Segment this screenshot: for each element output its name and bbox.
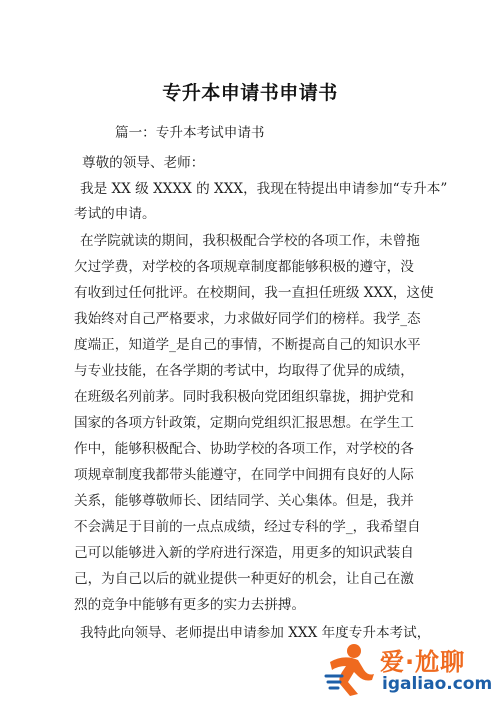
watermark-brand-url: igaliao.com: [382, 674, 493, 694]
body-line: 关系，能够尊敬师长、团结同学、关心集体。但是，我并: [74, 493, 414, 509]
body-line: 项规章制度我都带头能遵守，在同学中间拥有良好的人际: [74, 467, 414, 483]
body-line: 考试的申请。: [74, 206, 156, 222]
body-line: 欠过学费，对学校的各项规章制度都能够积极的遵守，没: [74, 259, 414, 275]
body-line: 在班级名列前茅。同时我积极向党团组织靠拢，拥护党和: [74, 389, 414, 405]
section-heading: 篇一：专升本考试申请书: [115, 125, 265, 141]
body-line: 在学院就读的期间，我积极配合学校的各项工作，未曾拖: [80, 233, 420, 249]
body-line: 己可以能够进入新的学府进行深造，用更多的知识武装自: [74, 545, 414, 561]
body-line: 我特此向领导、老师提出申请参加 XXX 年度专升本考试，: [80, 625, 431, 641]
body-line: 与专业技能，在各学期的考试中，均取得了优异的成绩，: [74, 363, 414, 379]
body-line: 我是 XX 级 XXXX 的 XXX，我现在特提出申请参加“专升本”: [80, 181, 448, 197]
body-line: 我始终对自己严格要求，力求做好同学们的榜样。我学_态: [74, 311, 421, 327]
body-line: 度端正，知道学_是自己的事情，不断提高自己的知识水平: [74, 337, 421, 353]
body-line: 有收到过任何批评。在校期间，我一直担任班级 XXX，这使: [74, 285, 434, 301]
body-line: 不会满足于目前的一点点成绩，经过专科的学_，我希望自: [74, 519, 421, 535]
body-line: 作中，能够积极配合、协助学校的各项工作，对学校的各: [74, 441, 414, 457]
runner-logo-icon: [324, 642, 376, 698]
body-line: 国家的各项方针政策，定期向党组织汇报思想。在学生工: [74, 415, 414, 431]
watermark-brand-cn: 爱·尬聊: [380, 648, 466, 676]
salutation: 尊敬的领导、老师：: [82, 155, 205, 171]
body-line: 己，为自己以后的就业提供一种更好的机会，让自己在激: [74, 571, 414, 587]
document-title: 专升本申请书申请书: [162, 82, 338, 104]
body-line: 烈的竞争中能够有更多的实力去拼搏。: [74, 597, 306, 613]
site-watermark: [324, 638, 492, 702]
